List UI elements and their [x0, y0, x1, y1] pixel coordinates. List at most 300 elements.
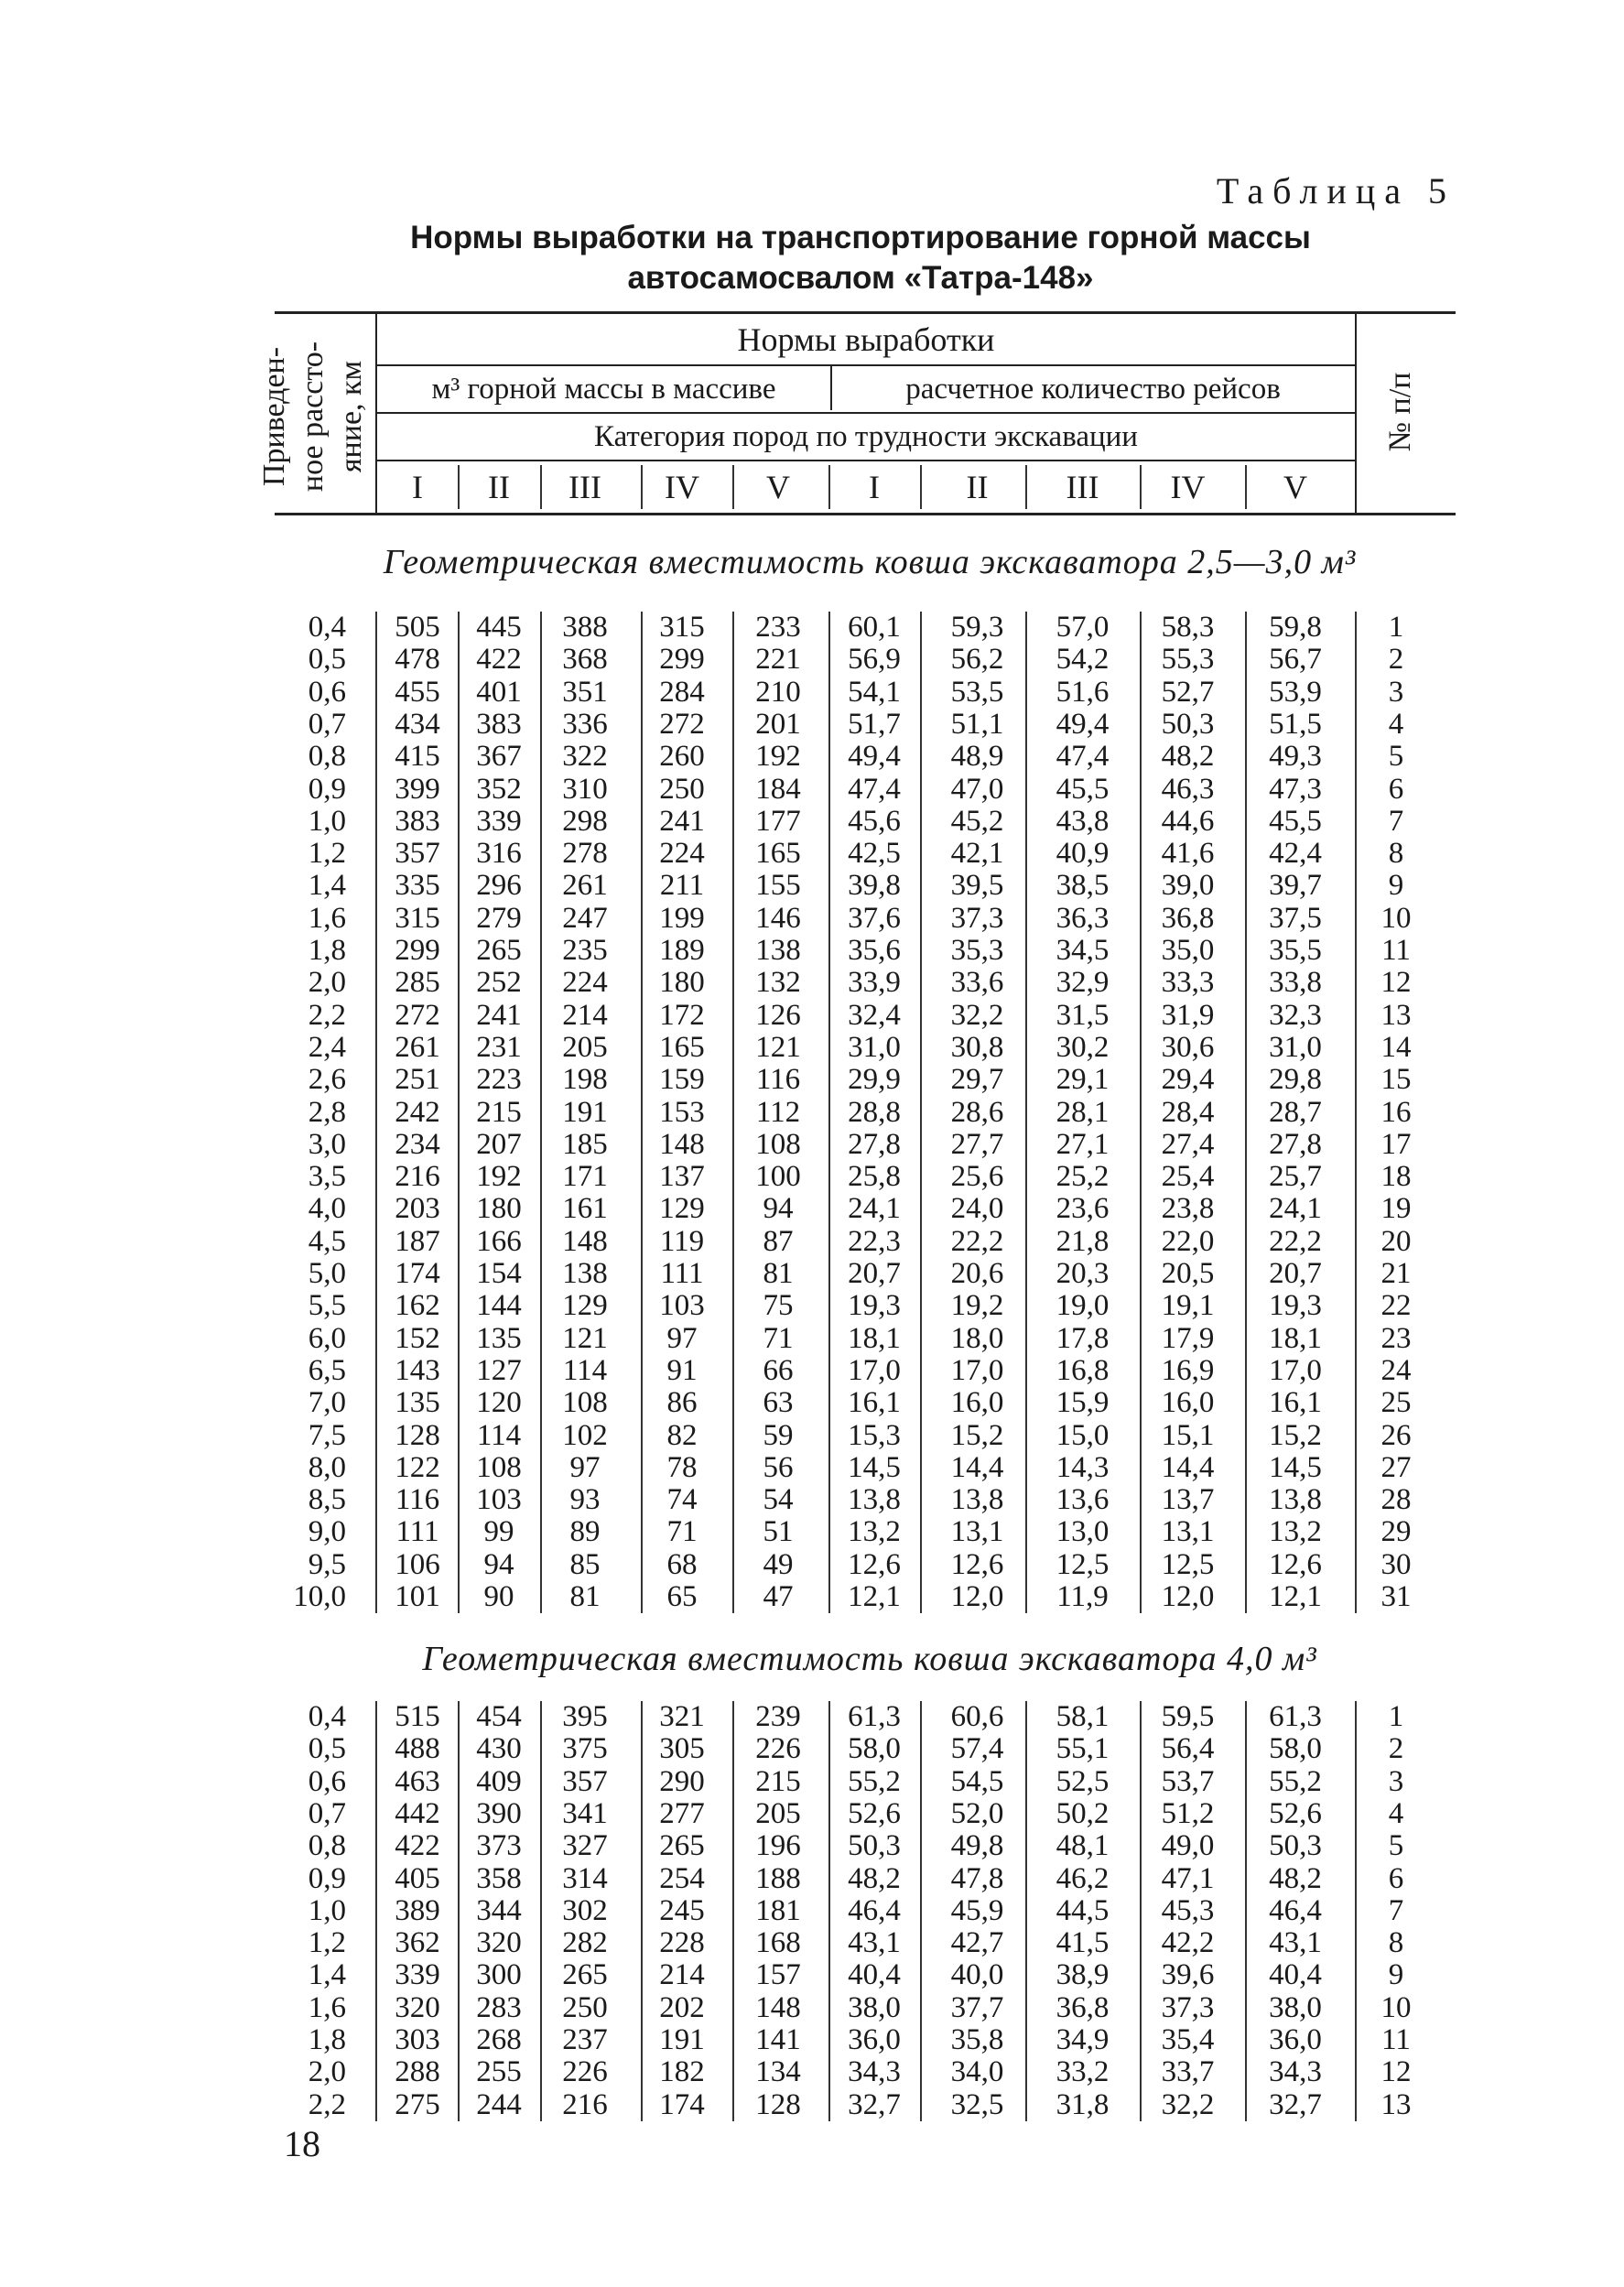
value-cell: 12,5 [1056, 1547, 1110, 1581]
value-cell: 61,3 [1269, 1700, 1322, 1733]
value-cell: 22,2 [950, 1224, 1004, 1258]
value-cell: 52,5 [1056, 1764, 1110, 1798]
distance-cell: 2,2 [308, 2087, 346, 2121]
value-cell: 49,0 [1161, 1829, 1215, 1863]
value-cell: 47 [763, 1580, 794, 1613]
value-cell: 199 [659, 901, 705, 935]
row-number-cell: 4 [1388, 707, 1404, 741]
value-cell: 272 [659, 707, 705, 741]
value-cell: 111 [395, 1515, 439, 1549]
value-cell: 100 [755, 1160, 801, 1194]
value-cell: 241 [659, 804, 705, 838]
value-cell: 39,5 [950, 869, 1004, 903]
row-number-cell: 5 [1388, 740, 1404, 774]
table-row [0, 1032, 1624, 1064]
value-cell: 205 [755, 1796, 801, 1830]
value-cell: 316 [476, 837, 522, 871]
value-cell: 285 [395, 966, 440, 1000]
value-cell: 61,3 [848, 1700, 901, 1733]
value-cell: 239 [755, 1700, 801, 1733]
value-cell: 37,6 [848, 901, 901, 935]
value-cell: 25,4 [1161, 1160, 1215, 1194]
value-cell: 254 [659, 1861, 705, 1895]
value-cell: 13,7 [1161, 1483, 1215, 1517]
row-number-cell: 16 [1380, 1095, 1412, 1129]
value-cell: 14,4 [1161, 1450, 1215, 1484]
column-separator [1245, 465, 1247, 509]
distance-cell: 4,0 [308, 1192, 346, 1226]
value-cell: 207 [476, 1127, 522, 1161]
header-roman-7: II [966, 469, 989, 505]
value-cell: 24,1 [1269, 1192, 1322, 1226]
value-cell: 102 [562, 1418, 608, 1452]
value-cell: 28,8 [848, 1095, 901, 1129]
header-roman-1: I [412, 469, 423, 505]
value-cell: 405 [395, 1861, 440, 1895]
row-number-cell: 21 [1380, 1257, 1412, 1290]
row-number-cell: 17 [1380, 1127, 1412, 1161]
value-cell: 101 [395, 1580, 440, 1613]
value-cell: 46,2 [1056, 1861, 1110, 1895]
row-number-cell: 12 [1380, 2055, 1412, 2089]
row-number-cell: 6 [1388, 1861, 1404, 1895]
value-cell: 138 [562, 1257, 608, 1290]
value-cell: 56,2 [950, 643, 1004, 677]
value-cell: 116 [755, 1063, 801, 1097]
table-row [0, 935, 1624, 967]
value-cell: 34,3 [848, 2055, 901, 2089]
value-cell: 13,2 [1269, 1515, 1322, 1549]
value-cell: 161 [562, 1192, 608, 1226]
value-cell: 35,3 [950, 934, 1004, 967]
distance-cell: 7,5 [308, 1418, 346, 1452]
value-cell: 31,0 [1269, 1030, 1322, 1064]
value-cell: 51,1 [950, 707, 1004, 741]
value-cell: 247 [562, 901, 608, 935]
value-cell: 128 [755, 2087, 801, 2121]
value-cell: 75 [763, 1289, 794, 1323]
value-cell: 155 [755, 869, 801, 903]
value-cell: 261 [562, 869, 608, 903]
value-cell: 422 [395, 1829, 440, 1863]
header-distance-line2: ное рассто- [296, 341, 330, 493]
row-number-cell: 4 [1388, 1796, 1404, 1830]
distance-cell: 6,0 [308, 1321, 346, 1355]
distance-cell: 9,5 [308, 1547, 346, 1581]
value-cell: 58,0 [1269, 1732, 1322, 1766]
value-cell: 299 [395, 934, 440, 967]
value-cell: 43,8 [1056, 804, 1110, 838]
value-cell: 148 [562, 1224, 608, 1258]
value-cell: 21,8 [1056, 1224, 1110, 1258]
value-cell: 357 [395, 837, 440, 871]
value-cell: 171 [562, 1160, 608, 1194]
value-cell: 53,5 [950, 675, 1004, 709]
table-row [0, 1766, 1624, 1798]
value-cell: 357 [562, 1764, 608, 1798]
row-number-cell: 6 [1388, 772, 1404, 806]
value-cell: 339 [395, 1958, 440, 1992]
value-cell: 33,2 [1056, 2055, 1110, 2089]
row-number-cell: 9 [1388, 1958, 1404, 1992]
row-number-cell: 11 [1381, 2023, 1411, 2056]
table-row [0, 1355, 1624, 1387]
value-cell: 17,0 [950, 1353, 1004, 1387]
value-cell: 488 [395, 1732, 440, 1766]
value-cell: 23,6 [1056, 1192, 1110, 1226]
value-cell: 39,8 [848, 869, 901, 903]
header-roman-8: III [1066, 469, 1099, 505]
value-cell: 445 [476, 611, 522, 644]
value-cell: 351 [562, 675, 608, 709]
value-cell: 19,0 [1056, 1289, 1110, 1323]
value-cell: 116 [395, 1483, 440, 1517]
value-cell: 71 [666, 1515, 698, 1549]
value-cell: 28,1 [1056, 1095, 1110, 1129]
header-row-number: № п/п [1383, 372, 1417, 452]
value-cell: 252 [476, 966, 522, 1000]
distance-cell: 1,0 [308, 1893, 346, 1927]
value-cell: 30,6 [1161, 1030, 1215, 1064]
value-cell: 235 [562, 934, 608, 967]
value-cell: 12,6 [848, 1547, 901, 1581]
value-cell: 188 [755, 1861, 801, 1895]
value-cell: 50,3 [1161, 707, 1215, 741]
value-cell: 11,9 [1056, 1580, 1109, 1613]
value-cell: 60,1 [848, 611, 901, 644]
distance-cell: 1,4 [308, 1958, 346, 1992]
value-cell: 128 [395, 1418, 440, 1452]
value-cell: 19,1 [1161, 1289, 1215, 1323]
value-cell: 58,1 [1056, 1700, 1110, 1733]
value-cell: 15,2 [950, 1418, 1004, 1452]
value-cell: 66 [763, 1353, 794, 1387]
value-cell: 86 [666, 1386, 698, 1420]
value-cell: 302 [562, 1893, 608, 1927]
value-cell: 37,7 [950, 1990, 1004, 2024]
table-row [0, 1701, 1624, 1733]
value-cell: 122 [395, 1450, 440, 1484]
distance-cell: 0,8 [308, 1829, 346, 1863]
value-cell: 275 [395, 2087, 440, 2121]
value-cell: 12,0 [950, 1580, 1004, 1613]
value-cell: 12,1 [1269, 1580, 1322, 1613]
row-number-cell: 3 [1388, 675, 1404, 709]
distance-cell: 0,8 [308, 740, 346, 774]
table-row [0, 774, 1624, 806]
value-cell: 34,3 [1269, 2055, 1322, 2089]
distance-cell: 2,2 [308, 998, 346, 1032]
value-cell: 27,4 [1161, 1127, 1215, 1161]
row-number-cell: 25 [1380, 1386, 1412, 1420]
value-cell: 47,0 [950, 772, 1004, 806]
table-row [0, 612, 1624, 644]
value-cell: 59 [763, 1418, 794, 1452]
value-cell: 422 [476, 643, 522, 677]
value-cell: 265 [476, 934, 522, 967]
value-cell: 93 [569, 1483, 601, 1517]
value-cell: 135 [476, 1321, 522, 1355]
value-cell: 215 [755, 1764, 801, 1798]
header-bottom-rule [275, 513, 1456, 515]
value-cell: 45,6 [848, 804, 901, 838]
value-cell: 241 [476, 998, 522, 1032]
value-cell: 40,4 [848, 1958, 901, 1992]
value-cell: 71 [763, 1321, 794, 1355]
column-separator [732, 465, 734, 509]
value-cell: 216 [395, 1160, 440, 1194]
row-number-cell: 3 [1388, 1764, 1404, 1798]
value-cell: 12,6 [950, 1547, 1004, 1581]
distance-cell: 0,6 [308, 1764, 346, 1798]
value-cell: 36,8 [1056, 1990, 1110, 2024]
value-cell: 261 [395, 1030, 440, 1064]
header-trips: расчетное количество рейсов [905, 373, 1281, 406]
value-cell: 81 [569, 1580, 601, 1613]
value-cell: 16,1 [1269, 1386, 1322, 1420]
table-row [0, 1097, 1624, 1129]
value-cell: 135 [395, 1386, 440, 1420]
table-row [0, 1161, 1624, 1193]
value-cell: 203 [395, 1192, 440, 1226]
table-row [0, 1733, 1624, 1765]
value-cell: 20,6 [950, 1257, 1004, 1290]
value-cell: 57,4 [950, 1732, 1004, 1766]
distance-cell: 2,0 [308, 966, 346, 1000]
value-cell: 33,6 [950, 966, 1004, 1000]
value-cell: 12,0 [1161, 1580, 1215, 1613]
value-cell: 16,0 [1161, 1386, 1215, 1420]
value-cell: 45,5 [1269, 804, 1322, 838]
value-cell: 22,2 [1269, 1224, 1322, 1258]
distance-cell: 5,5 [308, 1289, 346, 1323]
value-cell: 341 [562, 1796, 608, 1830]
value-cell: 430 [476, 1732, 522, 1766]
row-number-cell: 11 [1381, 934, 1411, 967]
value-cell: 17,0 [848, 1353, 901, 1387]
header-roman-2: II [488, 469, 510, 505]
value-cell: 32,4 [848, 998, 901, 1032]
value-cell: 52,0 [950, 1796, 1004, 1830]
value-cell: 250 [659, 772, 705, 806]
value-cell: 49,4 [848, 740, 901, 774]
header-roman-9: IV [1170, 469, 1206, 505]
value-cell: 48,2 [1269, 1861, 1322, 1895]
value-cell: 303 [395, 2023, 440, 2056]
value-cell: 401 [476, 675, 522, 709]
value-cell: 25,8 [848, 1160, 901, 1194]
value-cell: 185 [562, 1127, 608, 1161]
value-cell: 23,8 [1161, 1192, 1215, 1226]
row-number-cell: 10 [1380, 1990, 1412, 2024]
value-cell: 127 [476, 1353, 522, 1387]
distance-cell: 0,7 [308, 1796, 346, 1830]
value-cell: 46,4 [848, 1893, 901, 1927]
value-cell: 78 [666, 1450, 698, 1484]
row-number-cell: 24 [1380, 1353, 1412, 1387]
value-cell: 35,4 [1161, 2023, 1215, 2056]
header-rule [377, 364, 1355, 366]
value-cell: 108 [562, 1386, 608, 1420]
value-cell: 31,0 [848, 1030, 901, 1064]
value-cell: 442 [395, 1796, 440, 1830]
distance-cell: 1,6 [308, 901, 346, 935]
value-cell: 279 [476, 901, 522, 935]
value-cell: 36,3 [1056, 901, 1110, 935]
value-cell: 108 [755, 1127, 801, 1161]
value-cell: 44,5 [1056, 1893, 1110, 1927]
value-cell: 17,0 [1269, 1353, 1322, 1387]
value-cell: 383 [395, 804, 440, 838]
table-row [0, 644, 1624, 676]
distance-cell: 1,6 [308, 1990, 346, 2024]
value-cell: 37,3 [950, 901, 1004, 935]
row-number-cell: 15 [1380, 1063, 1412, 1097]
row-number-cell: 2 [1388, 1732, 1404, 1766]
value-cell: 14,4 [950, 1450, 1004, 1484]
table-label: Таблица 5 [1216, 170, 1456, 211]
value-cell: 87 [763, 1224, 794, 1258]
value-cell: 51,6 [1056, 675, 1110, 709]
value-cell: 315 [395, 901, 440, 935]
value-cell: 15,0 [1056, 1418, 1110, 1452]
table-row [0, 1226, 1624, 1258]
value-cell: 237 [562, 2023, 608, 2056]
value-cell: 53,7 [1161, 1764, 1215, 1798]
value-cell: 134 [755, 2055, 801, 2089]
distance-cell: 8,0 [308, 1450, 346, 1484]
header-rule [377, 412, 1355, 414]
value-cell: 32,3 [1269, 998, 1322, 1032]
value-cell: 32,2 [950, 998, 1004, 1032]
value-cell: 36,0 [1269, 2023, 1322, 2056]
value-cell: 55,2 [1269, 1764, 1322, 1798]
value-cell: 282 [562, 1926, 608, 1960]
value-cell: 255 [476, 2055, 522, 2089]
value-cell: 196 [755, 1829, 801, 1863]
header-roman-10: V [1283, 469, 1307, 505]
value-cell: 35,6 [848, 934, 901, 967]
value-cell: 13,1 [950, 1515, 1004, 1549]
value-cell: 320 [476, 1926, 522, 1960]
value-cell: 153 [659, 1095, 705, 1129]
value-cell: 13,2 [848, 1515, 901, 1549]
value-cell: 339 [476, 804, 522, 838]
row-number-cell: 1 [1388, 1700, 1404, 1733]
header-roman-5: V [766, 469, 790, 505]
value-cell: 231 [476, 1030, 522, 1064]
value-cell: 55,1 [1056, 1732, 1110, 1766]
value-cell: 30,8 [950, 1030, 1004, 1064]
value-cell: 31,8 [1056, 2087, 1110, 2121]
value-cell: 191 [659, 2023, 705, 2056]
value-cell: 106 [395, 1547, 440, 1581]
value-cell: 20,5 [1161, 1257, 1215, 1290]
value-cell: 321 [659, 1700, 705, 1733]
value-cell: 29,1 [1056, 1063, 1110, 1097]
value-cell: 368 [562, 643, 608, 677]
distance-cell: 3,5 [308, 1160, 346, 1194]
value-cell: 13,6 [1056, 1483, 1110, 1517]
value-cell: 191 [562, 1095, 608, 1129]
value-cell: 172 [659, 998, 705, 1032]
value-cell: 234 [395, 1127, 440, 1161]
value-cell: 272 [395, 998, 440, 1032]
distance-cell: 0,7 [308, 707, 346, 741]
value-cell: 352 [476, 772, 522, 806]
row-number-cell: 29 [1380, 1515, 1412, 1549]
value-cell: 42,1 [950, 837, 1004, 871]
distance-cell: 5,0 [308, 1257, 346, 1290]
value-cell: 29,9 [848, 1063, 901, 1097]
value-cell: 54,1 [848, 675, 901, 709]
value-cell: 358 [476, 1861, 522, 1895]
value-cell: 36,0 [848, 2023, 901, 2056]
value-cell: 47,4 [848, 772, 901, 806]
value-cell: 63 [763, 1386, 794, 1420]
value-cell: 31,9 [1161, 998, 1215, 1032]
value-cell: 40,9 [1056, 837, 1110, 871]
distance-cell: 2,0 [308, 2055, 346, 2089]
table-row [0, 1129, 1624, 1161]
distance-cell: 8,5 [308, 1483, 346, 1517]
value-cell: 314 [562, 1861, 608, 1895]
value-cell: 226 [755, 1732, 801, 1766]
value-cell: 434 [395, 707, 440, 741]
value-cell: 42,4 [1269, 837, 1322, 871]
value-cell: 22,0 [1161, 1224, 1215, 1258]
value-cell: 97 [569, 1450, 601, 1484]
table-row [0, 1420, 1624, 1452]
value-cell: 45,5 [1056, 772, 1110, 806]
value-cell: 415 [395, 740, 440, 774]
value-cell: 85 [569, 1547, 601, 1581]
value-cell: 27,7 [950, 1127, 1004, 1161]
value-cell: 174 [395, 1257, 440, 1290]
value-cell: 50,3 [848, 1829, 901, 1863]
distance-cell: 0,4 [308, 1700, 346, 1733]
distance-cell: 1,4 [308, 869, 346, 903]
value-cell: 114 [562, 1353, 608, 1387]
value-cell: 48,1 [1056, 1829, 1110, 1863]
value-cell: 478 [395, 643, 440, 677]
value-cell: 305 [659, 1732, 705, 1766]
value-cell: 55,2 [848, 1764, 901, 1798]
distance-cell: 2,6 [308, 1063, 346, 1097]
value-cell: 37,5 [1269, 901, 1322, 935]
table-row [0, 1830, 1624, 1862]
table-row [0, 741, 1624, 773]
value-cell: 224 [562, 966, 608, 1000]
value-cell: 409 [476, 1764, 522, 1798]
table-row [0, 1516, 1624, 1548]
table-row [0, 838, 1624, 870]
section-title-2: Геометрическая вместимость ковша экскаватора 4,0 м³ [422, 1640, 1317, 1678]
value-cell: 28,7 [1269, 1095, 1322, 1129]
value-cell: 327 [562, 1829, 608, 1863]
value-cell: 32,7 [1269, 2087, 1322, 2121]
value-cell: 60,6 [950, 1700, 1004, 1733]
value-cell: 13,8 [950, 1483, 1004, 1517]
value-cell: 182 [659, 2055, 705, 2089]
value-cell: 299 [659, 643, 705, 677]
value-cell: 201 [755, 707, 801, 741]
value-cell: 35,8 [950, 2023, 1004, 2056]
row-number-cell: 13 [1380, 2087, 1412, 2121]
value-cell: 52,6 [848, 1796, 901, 1830]
value-cell: 18,1 [1269, 1321, 1322, 1355]
value-cell: 284 [659, 675, 705, 709]
